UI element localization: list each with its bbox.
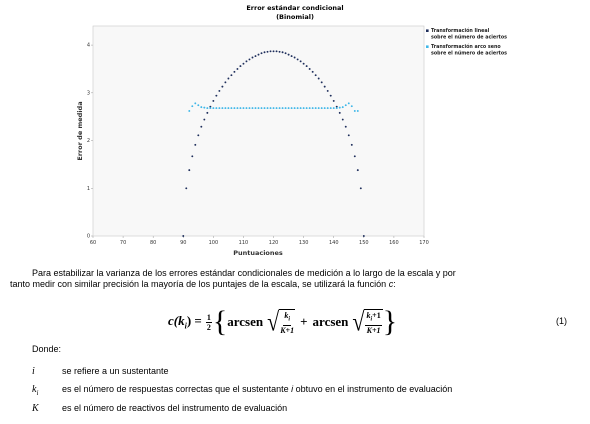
data-point — [291, 107, 293, 109]
data-point — [276, 50, 278, 52]
data-point — [330, 95, 332, 97]
y-tick-label: 2 — [86, 138, 90, 145]
data-point — [188, 110, 190, 112]
data-point — [203, 119, 205, 121]
data-point — [246, 60, 248, 62]
data-point — [188, 169, 190, 171]
data-point — [206, 112, 208, 114]
data-point — [312, 71, 314, 73]
legend-marker — [426, 45, 429, 48]
data-point — [339, 112, 341, 114]
data-point — [324, 86, 326, 88]
y-axis-label: Error de medida — [76, 101, 84, 161]
data-point — [285, 52, 287, 54]
x-tick-label: 100 — [208, 240, 219, 246]
paragraph — [18, 268, 584, 279]
data-point — [279, 51, 281, 53]
data-point — [270, 107, 272, 109]
data-point — [243, 107, 245, 109]
data-point — [215, 95, 217, 97]
data-point — [246, 107, 248, 109]
data-point — [294, 107, 296, 109]
data-point — [215, 107, 217, 109]
data-point — [303, 63, 305, 65]
data-point — [261, 107, 263, 109]
data-point — [230, 107, 232, 109]
data-point — [309, 68, 311, 70]
x-axis-label: Puntuaciones — [233, 249, 283, 257]
data-point — [309, 107, 311, 109]
x-tick-label: 80 — [149, 240, 157, 246]
data-point — [243, 63, 245, 65]
data-point — [249, 107, 251, 109]
data-point — [264, 107, 266, 109]
definition-ki — [32, 384, 452, 397]
data-point — [194, 144, 196, 146]
data-point — [282, 107, 284, 109]
data-point — [203, 107, 205, 109]
data-point — [233, 107, 235, 109]
data-point — [197, 104, 199, 106]
x-tick-label: 70 — [119, 240, 127, 246]
data-point — [264, 51, 266, 53]
data-point — [288, 107, 290, 109]
legend-label: sobre el número de aciertos — [431, 51, 507, 57]
data-point — [348, 102, 350, 104]
data-point — [306, 107, 308, 109]
formula-half: $\frac{1}{2}$ — [206, 312, 211, 332]
formula-lhs: $c(k_i)$ = — [168, 313, 202, 331]
data-point — [279, 107, 281, 109]
data-point — [342, 119, 344, 121]
definition-text: se refiere a un sustentante — [62, 366, 169, 376]
data-point — [227, 78, 229, 80]
data-point — [363, 235, 365, 237]
formula — [168, 300, 397, 344]
formula-close-brace: } — [382, 305, 398, 338]
data-point — [218, 90, 220, 92]
data-point — [206, 107, 208, 109]
data-point — [194, 102, 196, 104]
paragraph-colon: : — [393, 279, 396, 289]
data-point — [342, 106, 344, 108]
data-point — [333, 100, 335, 102]
data-point — [200, 126, 202, 128]
x-tick-label: 120 — [268, 240, 279, 246]
data-point — [252, 107, 254, 109]
data-point — [191, 105, 193, 107]
data-point — [318, 107, 320, 109]
data-point — [236, 68, 238, 70]
formula-arcsen-2: arcsen — [312, 314, 349, 329]
paragraph-line-1: Para estabilizar la varianza de los errores estándar condicionales de medición a lo largo de la escala y por — [32, 268, 456, 278]
data-point — [318, 78, 320, 80]
data-point — [339, 107, 341, 109]
plot-area — [93, 26, 424, 236]
data-point — [191, 155, 193, 157]
data-point — [333, 107, 335, 109]
data-point — [233, 71, 235, 73]
legend-marker — [426, 29, 429, 32]
data-point — [327, 107, 329, 109]
data-point — [345, 104, 347, 106]
data-point — [285, 107, 287, 109]
data-point — [327, 90, 329, 92]
chart-subtitle: (Binomial) — [276, 13, 314, 21]
legend — [426, 27, 507, 57]
x-tick-label: 110 — [238, 240, 249, 246]
chart-title: Error estándar condicional — [246, 4, 344, 12]
definition-symbol: K — [32, 403, 39, 414]
data-point — [252, 57, 254, 59]
data-point — [267, 51, 269, 53]
data-point — [267, 107, 269, 109]
formula-open-brace: { — [212, 305, 228, 338]
data-point — [258, 107, 260, 109]
x-tick-label: 60 — [89, 240, 97, 246]
y-tick-label: 3 — [86, 90, 90, 97]
data-point — [212, 100, 214, 102]
paragraph-line-2: tanto medir con similar precisión la mayoría de los puntajes de la escala, se utilizará la función — [10, 279, 389, 289]
data-point — [300, 60, 302, 62]
data-point — [306, 65, 308, 67]
data-point — [224, 107, 226, 109]
data-point — [182, 235, 184, 237]
legend-label: Transformación arco seno — [431, 45, 501, 50]
data-point — [351, 105, 353, 107]
data-point — [185, 187, 187, 189]
data-point — [345, 126, 347, 128]
x-tick-label: 160 — [389, 240, 399, 246]
definition-K — [32, 403, 287, 414]
legend-label: Transformación lineal — [431, 29, 490, 34]
data-point — [330, 107, 332, 109]
equation-number: (1) — [556, 316, 567, 326]
x-tick-label: 90 — [180, 240, 187, 246]
data-point — [258, 54, 260, 56]
x-tick-label: 130 — [298, 240, 309, 246]
formula-arcsen-1: arcsen — [227, 314, 264, 329]
data-point — [197, 134, 199, 136]
data-point — [348, 134, 350, 136]
data-point — [236, 107, 238, 109]
y-tick-label: 4 — [86, 42, 90, 49]
data-point — [288, 54, 290, 56]
data-point — [239, 107, 241, 109]
paragraph-continued — [10, 279, 584, 290]
donde-label: Donde: — [32, 344, 62, 354]
data-point — [351, 144, 353, 146]
data-point — [282, 51, 284, 53]
data-point — [315, 74, 317, 76]
data-point — [297, 58, 299, 60]
data-point — [357, 169, 359, 171]
data-point — [354, 110, 356, 112]
data-point — [336, 107, 338, 109]
paragraph-function-name: c — [388, 279, 394, 289]
data-point — [270, 50, 272, 52]
x-axis-ticks — [90, 236, 429, 246]
data-point — [291, 55, 293, 57]
data-point — [321, 107, 323, 109]
formula-sqrt-2: √ $\frac{k_i+1}{K+1}$ — [352, 306, 381, 337]
legend-label: sobre el número de aciertos — [431, 35, 507, 41]
formula-plus: + — [300, 314, 308, 329]
data-point — [321, 81, 323, 83]
data-point — [218, 107, 220, 109]
data-point — [221, 107, 223, 109]
data-point — [255, 55, 257, 57]
x-tick-label: 140 — [328, 240, 339, 246]
data-point — [255, 107, 257, 109]
definition-symbol: i — [32, 366, 35, 377]
data-point — [294, 57, 296, 59]
data-point — [224, 81, 226, 83]
data-point — [273, 50, 275, 52]
data-point — [354, 155, 356, 157]
data-point — [324, 107, 326, 109]
data-point — [227, 107, 229, 109]
definition-symbol: $k_i$ — [32, 384, 39, 397]
data-point — [261, 52, 263, 54]
data-point — [303, 107, 305, 109]
data-point — [249, 58, 251, 60]
y-axis-ticks — [87, 43, 93, 240]
data-point — [209, 107, 211, 109]
data-point — [221, 86, 223, 88]
data-point — [276, 107, 278, 109]
data-point — [297, 107, 299, 109]
definition-i — [32, 366, 169, 377]
data-point — [230, 74, 232, 76]
y-tick-label: 1 — [86, 185, 90, 192]
data-point — [273, 107, 275, 109]
data-point — [212, 107, 214, 109]
definition-text: es el número de reactivos del instrumento de evaluación — [62, 403, 288, 413]
formula-sqrt-1: √ $\frac{k_i}{K+1}$ — [267, 306, 295, 337]
x-tick-label: 170 — [419, 240, 429, 246]
data-point — [300, 107, 302, 109]
data-point — [200, 106, 202, 108]
y-tick-label: 0 — [86, 233, 90, 240]
data-point — [360, 187, 362, 189]
data-point — [312, 107, 314, 109]
data-point — [357, 110, 359, 112]
data-point — [315, 107, 317, 109]
definition-text: es el número de respuestas correctas que el sustentante i obtuvo en el instrumento de evaluación — [62, 384, 453, 394]
data-point — [239, 65, 241, 67]
x-tick-label: 150 — [359, 240, 369, 246]
